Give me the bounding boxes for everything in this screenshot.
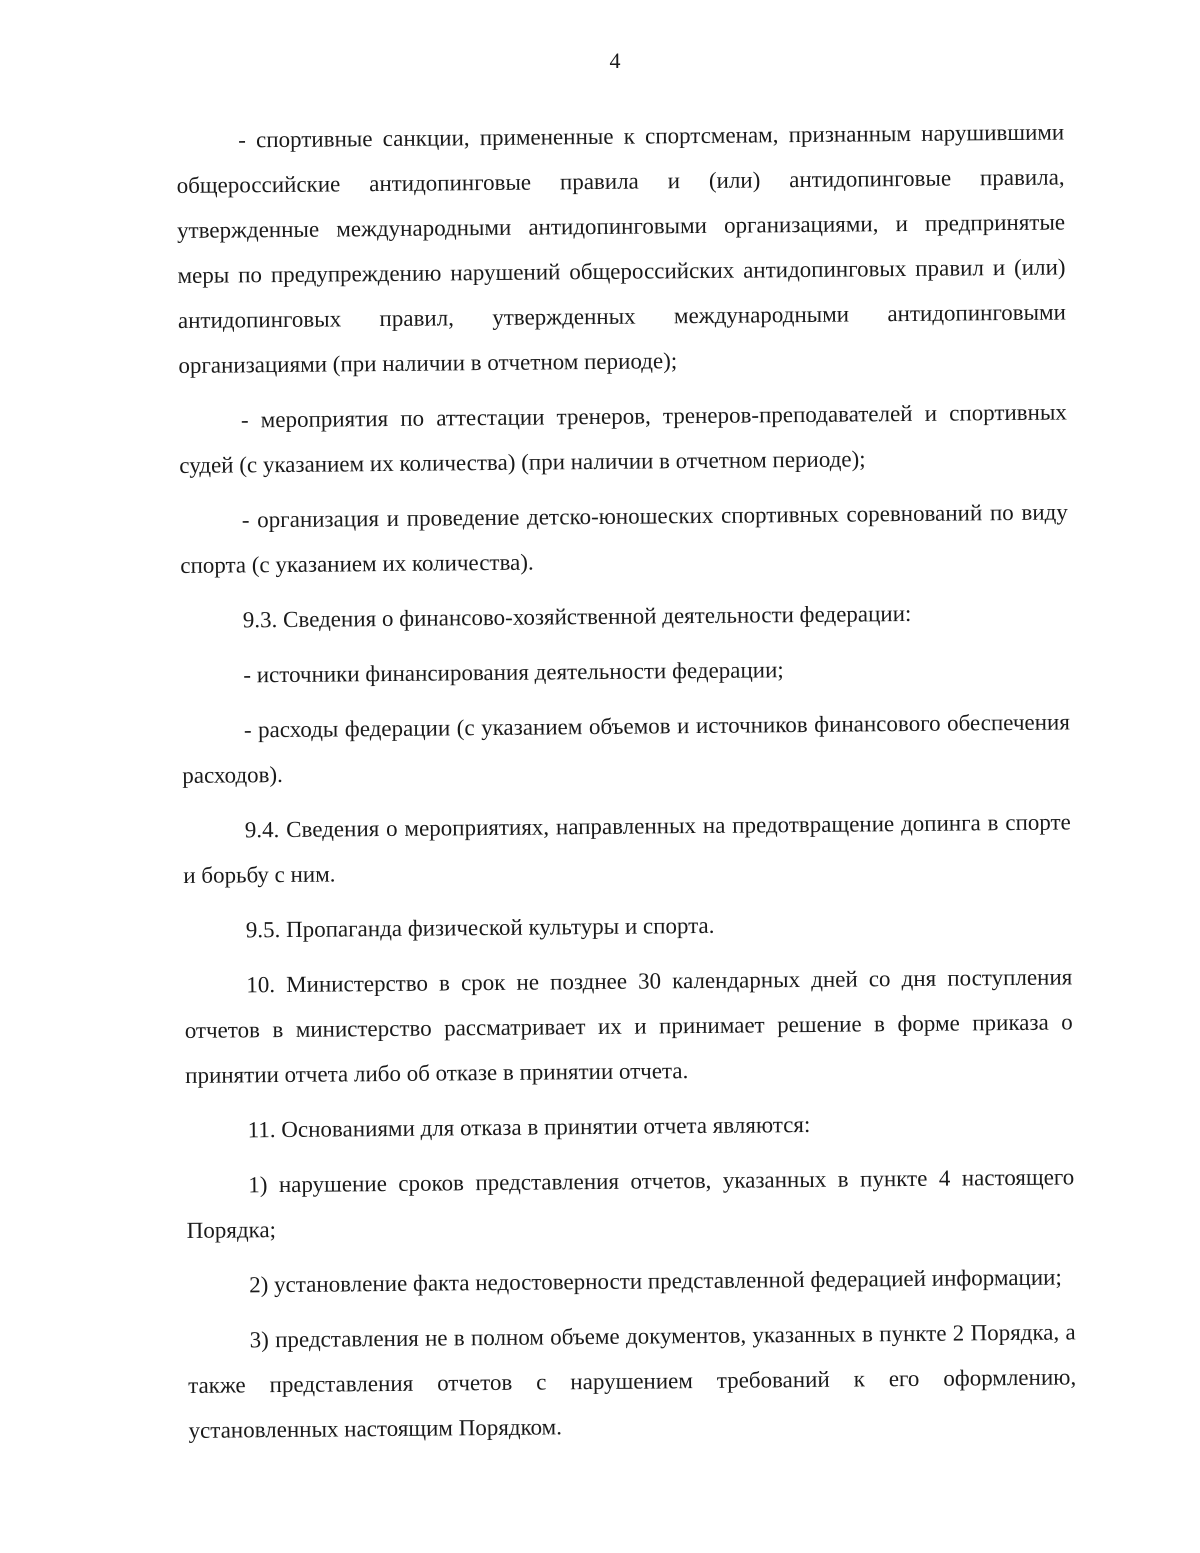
paragraph-9-3-financial-info: 9.3. Сведения о финансово-хозяйственной деятельности федерации: bbox=[242, 600, 912, 633]
paragraph-federation-expenses: - расходы федерации (с указанием объемов и источников финансового обеспечения расходов). bbox=[182, 709, 1070, 788]
paragraph-10-ministry-review: 10. Министерство в срок не позднее 30 календарных дней со дня поступления отчетов в министерство рассматривает их и принимает решение в форме приказа о принятии отчета либо об отказе в принятии отчета. bbox=[184, 964, 1073, 1088]
paragraph-sport-sanctions: - спортивные санкции, примененные к спортсменам, признанным нарушившими общероссийские антидопинговые правила и (или) антидопинговые правила, утвержденные международными антидопинговыми организациями, и предпринятые меры по предупреждению нарушений общероссийских антидопинговых правил и (или) антидопинговых правил, утвержденных международными антидопинговыми организациями (при наличии в отчетном периоде); bbox=[176, 119, 1067, 378]
paragraph-funding-sources: - источники финансирования деятельности федерации; bbox=[243, 657, 784, 688]
paragraph-ground-3: 3) представления не в полном объеме документов, указанных в пункте 2 Порядка, а также представления отчетов с нарушением требований к его оформлению, установленных настоящим Порядком. bbox=[188, 1319, 1077, 1443]
paragraph-ground-2: 2) установление факта недостоверности представленной федерацией информации; bbox=[249, 1264, 1062, 1298]
page-number: 4 bbox=[609, 48, 621, 73]
paragraph-coach-attestation: - мероприятия по аттестации тренеров, тренеров-преподавателей и спортивных судей (с указанием их количества) (при наличии в отчетном периоде); bbox=[179, 399, 1067, 478]
paragraph-9-4-anti-doping: 9.4. Сведения о мероприятиях, направленных на предотвращение допинга в спорте и борьбу с ним. bbox=[183, 809, 1071, 888]
document-body bbox=[176, 109, 1077, 1452]
paragraph-11-refusal-grounds: 11. Основаниями для отказа в принятии отчета являются: bbox=[247, 1111, 811, 1143]
paragraph-ground-1: 1) нарушение сроков представления отчетов, указанных в пункте 4 настоящего Порядка; bbox=[186, 1164, 1075, 1243]
paragraph-youth-competitions: - организация и проведение детско-юношеских спортивных соревнований по виду спорта (с указанием их количества). bbox=[180, 499, 1068, 578]
paragraph-9-5-promotion: 9.5. Пропаганда физической культуры и спорта. bbox=[245, 912, 715, 943]
